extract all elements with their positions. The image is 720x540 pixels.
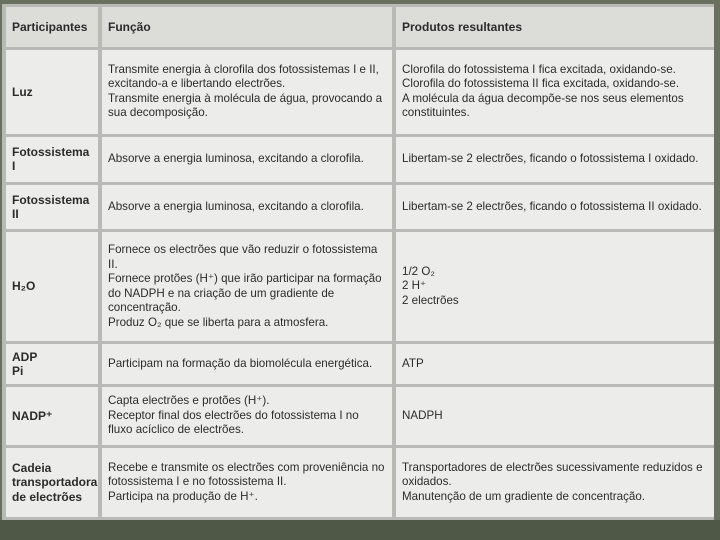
bottom-border-strip: [0, 520, 720, 540]
table-row: [6, 137, 714, 182]
header-participantes: Participantes: [6, 7, 98, 47]
products-cell: [396, 50, 714, 134]
participant-label: Fotossistema I: [12, 144, 90, 174]
header-row: [6, 7, 714, 47]
product-text: Clorofila do fotossistema II fica excitada, oxidando-se.: [402, 77, 680, 91]
product-text: ATP: [402, 356, 424, 370]
function-cell: [102, 50, 392, 134]
function-cell: [102, 137, 392, 182]
participant-cell: [6, 344, 98, 385]
product-text: 2 electrões: [402, 293, 459, 307]
function-text: Receptor final dos electrões do fotossistema I no fluxo acíclico de electrões.: [108, 408, 359, 437]
function-text: Absorve a energia luminosa, excitando a clorofila.: [108, 199, 364, 213]
product-text: Transportadores de electrões sucessivamente reduzidos e oxidados.: [402, 460, 703, 489]
function-text: Transmite energia à molécula de água, provocando a sua decomposição.: [108, 91, 383, 120]
products-cell: [396, 232, 714, 340]
participant-cell: [6, 448, 98, 517]
product-text: 1/2 O₂: [402, 264, 435, 278]
function-text: Absorve a energia luminosa, excitando a clorofila.: [108, 151, 364, 165]
product-text: Clorofila do fotossistema I fica excitada, oxidando-se.: [402, 62, 676, 76]
participant-label: Cadeia transportadora de electrões: [12, 460, 98, 504]
products-cell: [396, 344, 714, 385]
product-text: Libertam-se 2 electrões, ficando o fotossistema I oxidado.: [402, 151, 699, 165]
function-text: Recebe e transmite os electrões com proveniência no fotossistema I e no fotossistema II.: [108, 460, 385, 489]
products-cell: [396, 185, 714, 230]
products-cell: [396, 448, 714, 517]
function-text: Participa na produção de H⁺.: [108, 489, 258, 503]
table-row: [6, 448, 714, 517]
participant-label: Fotossistema II: [12, 192, 90, 221]
function-cell: [102, 387, 392, 444]
participant-cell: [6, 185, 98, 230]
product-text: NADPH: [402, 408, 443, 422]
function-cell: [102, 344, 392, 385]
table-row: [6, 344, 714, 385]
function-text: Capta electrões e protões (H⁺).: [108, 394, 270, 408]
products-cell: [396, 387, 714, 444]
product-text: Manutenção de um gradiente de concentração.: [402, 489, 645, 503]
product-text: Libertam-se 2 electrões, ficando o fotossistema II oxidado.: [402, 199, 702, 213]
table-row: [6, 387, 714, 444]
scanned-table-area: [2, 4, 714, 520]
function-text: Fornece os electrões que vão reduzir o fotossistema II.: [108, 243, 378, 271]
function-cell: [102, 185, 392, 230]
participant-cell: [6, 50, 98, 134]
participant-label: ADP: [12, 349, 38, 364]
participant-label: H₂O: [12, 279, 36, 294]
header-produtos: Produtos resultantes: [396, 7, 714, 47]
product-text: A molécula da água decompõe-se nos seus elementos constituintes.: [402, 91, 684, 120]
participant-label: Pi: [12, 364, 24, 379]
header-funcao: Função: [102, 7, 392, 47]
function-text: Participam na formação da biomolécula energética.: [108, 356, 373, 370]
function-text: Produz O₂ que se liberta para a atmosfera.: [108, 315, 329, 329]
product-text: 2 H⁺: [402, 279, 427, 293]
function-cell: [102, 232, 392, 340]
table-row: [6, 50, 714, 134]
participant-label: Luz: [12, 84, 33, 99]
participant-cell: [6, 137, 98, 182]
table-row: [6, 232, 714, 340]
table-row: [6, 185, 714, 230]
function-cell: [102, 448, 392, 517]
function-text: Fornece protões (H⁺) que irão participar na formação do NADPH e na criação de um gradiente de concentração.: [108, 272, 382, 315]
participant-cell: [6, 387, 98, 444]
photosynthesis-table: [2, 4, 718, 520]
participant-label: NADP⁺: [12, 408, 53, 423]
products-cell: [396, 137, 714, 182]
participant-cell: [6, 232, 98, 340]
function-text: Transmite energia à clorofila dos fotossistemas I e II, excitando-a e libertando electrões.: [108, 62, 379, 91]
